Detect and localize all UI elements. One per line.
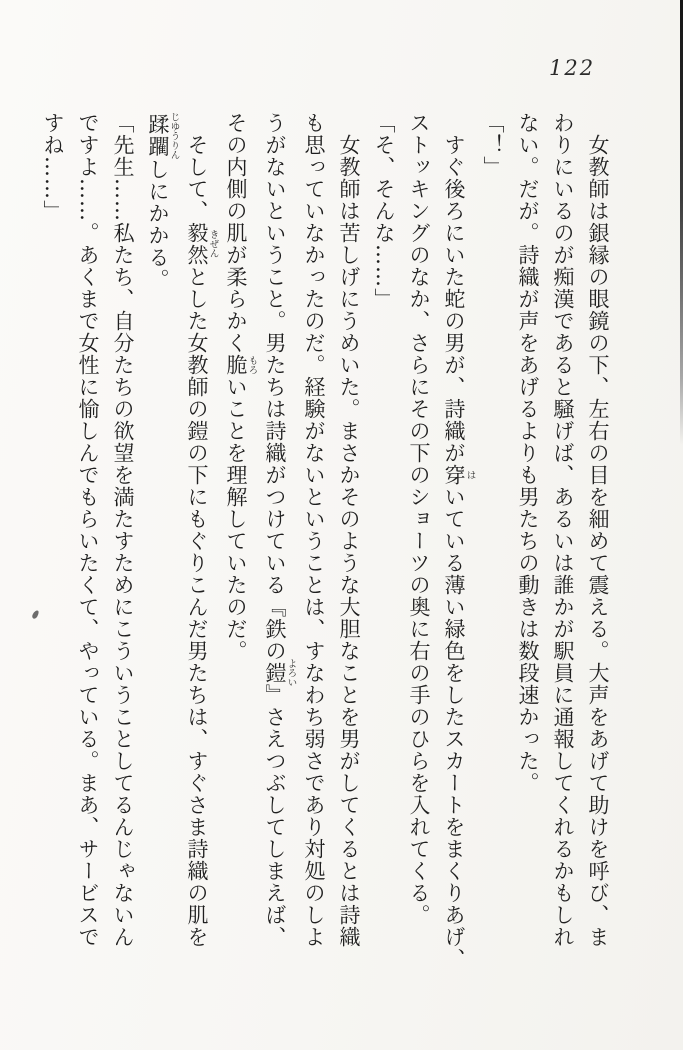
text-line: ですよ……。あくまで女性に愉しんでもらいたくて、やっている。まあ、サービスで [76, 112, 100, 948]
ruby-annotated-word: 毅然きぜん [185, 222, 219, 266]
page-number: 122 [549, 56, 596, 80]
text-line: 女教師は苦しげにうめいた。まさかそのような大胆なことを男がしてくるとは詩織 [337, 112, 361, 948]
text-line: 「先生……私たち、自分たちの欲望を満たすためにこういうことしてるんじゃないん [111, 112, 135, 948]
text-line: すぐ後ろにいた蛇の男が、詩織が穿はいている薄い緑色をしたスカートをまくりあげ、 [442, 112, 476, 970]
ruby-annotated-word: 鎧よろい [263, 658, 297, 688]
ruby-annotated-word: 穿は [442, 464, 476, 486]
text-line: うがないということ。男たちは詩織がつけている『鉄の鎧よろい』さえつぶしてしまえば、 [263, 112, 297, 948]
ruby-annotated-word: 蹂躙じゆうりん [146, 112, 180, 160]
text-line: わりにいるのが痴漢であると騒げば、あるいは誰かが駅員に通報してくれるかもしれ [551, 112, 575, 948]
text-line: ない。だが。詩織が声をあげるよりも男たちの動きは数段速かった。 [516, 112, 540, 794]
text-line: 「！」 [481, 112, 505, 178]
text-line: 「そ、そんな……」 [372, 112, 396, 310]
text-block [41, 112, 615, 976]
text-line: も思っていなかったのだ。経験がないということは、すなわち弱さであり対処のしよ [302, 112, 326, 948]
text-line: 女教師は銀縁の眼鏡の下、左右の目を細めて震える。大声をあげて助けを呼び、ま [586, 112, 610, 948]
text-line: その内側の肌が柔らかく脆もろいことを理解していたのだ。 [224, 112, 258, 662]
text-line: ストッキングのなか、さらにその下のショーツの奥に右の手のひらを入れてくる。 [407, 112, 431, 926]
ruby-annotated-word: 脆もろ [224, 354, 258, 376]
text-line: 蹂躙じゆうりんしにかかる。 [146, 112, 180, 291]
text-line: そして、毅然きぜんとした女教師の鎧の下にもぐりこんだ男たちは、すぐさま詩織の肌を [185, 112, 219, 948]
text-line: すね……」 [41, 112, 65, 222]
